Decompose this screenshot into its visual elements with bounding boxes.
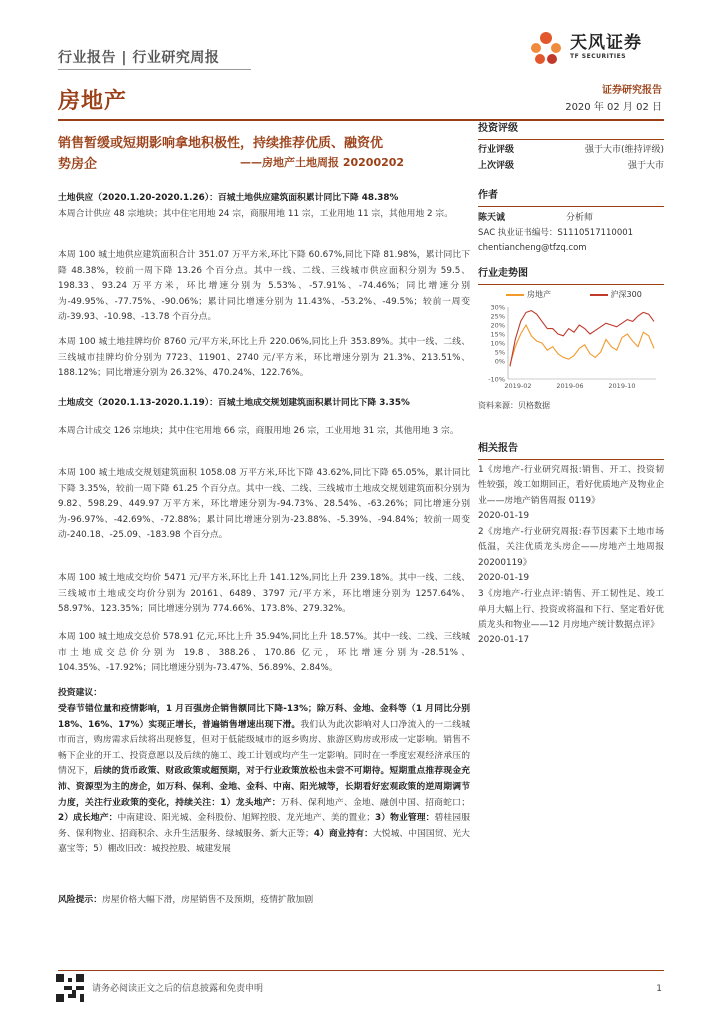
related-heading: 相关报告 bbox=[478, 443, 518, 454]
supply-heading: 土地供应（2020.1.20-2020.1.26）：百城土地供应建筑面积累计同比下降 48.38% bbox=[58, 193, 399, 203]
x-tick-label: 2019-10 bbox=[608, 382, 636, 390]
author-name: 陈天诚 bbox=[478, 213, 506, 223]
related-item[interactable]: 2《房地产-行业研究周报:春节因素下土地市场低温，关注优质龙头房企——房地产土地周报 20200119》 2020-01-19 bbox=[478, 527, 664, 584]
logo-flower-icon bbox=[526, 28, 566, 68]
deal-para-1: 本周合计成交 126 宗地块；其中住宅用地 66 宗，商服用地 26 宗，工业用地 31 宗，其他用地 3 宗。 bbox=[58, 426, 459, 436]
title-line1: 销售暂缓或短期影响拿地积极性，持续推荐优质、融资优 bbox=[58, 136, 384, 151]
advice-para: 受春节错位量和疫情影响，1 月百强房企销售额同比下降-13%；除万科、金地、金科等（1 月同比分别 18%、16%、17%）实现正增长，普遍销售增速出现下滑。我们认为此次影响对人口净流入的一二线城市而言，购房需求后续将出现修复，但对于低能级城市的返乡购房、旅游区购房或形成一定影响。销售不畅下企业的开工、投资意愿以及后续的施工、竣工计划或均产生一定影响。同时在一季度宏观经济承压的情况下，后续的货币政策、财政政策或超预期，对于行业政策放松也未尝不可期待。短期重点推荐现金充沛、资源型为主的房企，如万科、保利、金地、金科、中南、阳光城等，长期看好宏观政策的逆周期调节力度，关注行业政策的变化，持续关注：1）龙头地产：万科、保利地产、金地、融创中国、招商蛇口；2）成长地产：中南建设、阳光城、金科股份、旭辉控股、龙光地产、美的置业；3）物业管理：碧桂园服务、保利物业、招商积余、永升生活服务、绿城服务、新大正等；4）商业持有：大悦城、中国国贸、光大嘉宝等；5）棚改旧改：城投控股、城建发展 bbox=[58, 704, 470, 855]
deal-para-2: 本周 100 城土地成交规划建筑面积 1058.08 万平方米,环比下降 43.62%,同比下降 65.05%，累计同比下降 3.35%，较前一周下降 61.25 个百分点。其中一线、二线、三线城市土地成交规划建筑面积分别为 9.82、598.29、449.97 万平方米，环比增速分别为-94.73%、28.54%、-63.26%；同比增速分别为-96.97%、-42.69%、-72.88%；累计同比增速分别为-23.88%、-5.39%、-94.84%；较前一周变动-240.18、-25.09、-183.98 个百分点。 bbox=[58, 468, 470, 541]
supply-para-2: 本周 100 城土地供应建筑面积合计 351.07 万平方米,环比下降 60.67%,同比下降 81.98%，累计同比下降 48.38%，较前一周下降 13.26 个百分点。其中一线、二线、三线城市供应面积分别为 59.5、198.33、93.24 万平方米，环比增速分别为 5.53%、-57.91%、-74.46%；同比增速分别为-49.95%、-77.75%、-90.06%；累计同比增速分别为 11.43%、-53.2%、-49.5%；较前一周变动-39.93、-10.98、-13.78 个百分点。 bbox=[58, 250, 470, 323]
author-email[interactable]: chentiancheng@tfzq.com bbox=[478, 243, 587, 253]
footer-disclaimer: 请务必阅读正文之后的信息披露和免责申明 bbox=[92, 984, 264, 994]
logo-cn: 天风证券 bbox=[570, 33, 642, 53]
footer-divider bbox=[58, 970, 664, 971]
author-sac: SAC 执业证书编号：S1110517110001 bbox=[478, 228, 634, 238]
author-role: 分析师 bbox=[566, 213, 594, 223]
x-tick-label: 2019-06 bbox=[556, 382, 584, 390]
rating-panel bbox=[478, 121, 664, 174]
supply-para-3: 本周 100 城土地挂牌均价 8760 元/平方米,环比上升 220.06%,同比上升 353.89%。其中一线、二线、三线城市挂牌均价分别为 7723、11901、2740 元/平方米，环比增速分别为 21.3%、213.51%、188.12%；同比增速分别为 26.32%、470.24%、122.76%。 bbox=[58, 337, 470, 379]
related-item[interactable]: 3《房地产-行业点评:销售、开工韧性足、竣工单月大幅上行、投资或将温和下行、坚定看好优质龙头和物业——12 月房地产统计数据点评》 2020-01-17 bbox=[478, 589, 664, 646]
author-divider bbox=[478, 206, 664, 207]
y-tick-label: 10% bbox=[490, 339, 505, 348]
logo-en: TF SECURITIES bbox=[570, 53, 627, 60]
trend-divider bbox=[478, 284, 664, 285]
deal-heading: 土地成交（2020.1.13-2020.1.19）：百城土地成交规划建筑面积累计同比下降 3.35% bbox=[58, 398, 410, 408]
related-panel bbox=[478, 441, 664, 649]
doc-date: 2020 年 02 月 02 日 bbox=[565, 102, 662, 113]
series-line-estate bbox=[510, 325, 654, 365]
rating-row: 行业评级 强于大市(维持评级) bbox=[478, 145, 664, 155]
deal-para-4: 本周 100 城土地成交总价 578.91 亿元,环比上升 35.94%,同比上升 18.57%。其中一线、二线、三线城市土地成交总价分别为 19.8、388.26、170.86 亿元，环比增速分别为-28.51%、104.35%、-17.92%；同比增速分别为-73.47%、56.89%、2.84%。 bbox=[58, 632, 470, 674]
related-item[interactable]: 1《房地产-行业研究周报:销售、开工、投资韧性较强，竣工如期回正，看好优质地产及物业企业——房地产销售周报 0119》 2020-01-19 bbox=[478, 465, 664, 521]
related-divider bbox=[478, 459, 664, 460]
risk-note: 风险提示：房屋价格大幅下滑，房屋销售不及预期，疫情扩散加剧 bbox=[58, 895, 314, 905]
chart-source: 资料来源：贝格数据 bbox=[478, 401, 550, 411]
y-tick-label: 0% bbox=[494, 357, 505, 366]
rating-heading: 投资评级 bbox=[478, 123, 518, 134]
page-number: 1 bbox=[656, 984, 662, 994]
rating-divider bbox=[478, 139, 664, 140]
y-tick-label: 15% bbox=[490, 330, 505, 339]
sector-title: 房地产 bbox=[58, 89, 128, 114]
legend-item-hs300: 沪深300 bbox=[590, 290, 642, 299]
y-tick-label: 25% bbox=[490, 312, 505, 321]
qr-code-icon bbox=[56, 974, 84, 1002]
author-panel bbox=[478, 188, 664, 256]
chart-legend bbox=[478, 289, 664, 301]
series-line-hs300 bbox=[510, 311, 654, 367]
header-divider bbox=[58, 69, 251, 70]
supply-para-1: 本周合计供应 48 宗地块；其中住宅用地 24 宗，商服用地 11 宗，工业用地 11 宗，其他用地 2 宗。 bbox=[58, 209, 454, 219]
y-tick-label: -10% bbox=[488, 375, 505, 384]
deal-para-3: 本周 100 城土地成交均价 5471 元/平方米,环比上升 141.12%,同比上升 239.18%。其中一线、二线、三线城市土地成交均价分别为 20161、6489、3797 元/平方米，环比增速分别为 1257.64%、58.97%、123.35%；同比增速分别为 774.66%、173.8%、279.32%。 bbox=[58, 573, 470, 615]
doc-type: 证券研究报告 bbox=[602, 85, 662, 96]
report-series: ——房地产土地周报 20200202 bbox=[240, 156, 405, 169]
title-line2: 势房企 bbox=[58, 157, 98, 172]
company-logo bbox=[526, 28, 666, 68]
y-tick-label: 5% bbox=[494, 348, 505, 357]
trend-chart bbox=[478, 301, 664, 393]
trend-heading: 行业走势图 bbox=[478, 268, 528, 279]
legend-item-estate: 房地产 bbox=[506, 290, 551, 299]
y-tick-label: 20% bbox=[490, 321, 505, 330]
x-tick-label: 2019-02 bbox=[504, 382, 532, 390]
trend-panel bbox=[478, 266, 664, 412]
report-type: 行业报告 | 行业研究周报 bbox=[58, 50, 220, 66]
y-tick-label: 30% bbox=[490, 303, 505, 312]
advice-heading: 投资建议： bbox=[58, 688, 102, 698]
rating-row: 上次评级 强于大市 bbox=[478, 161, 664, 171]
author-heading: 作者 bbox=[478, 190, 498, 201]
